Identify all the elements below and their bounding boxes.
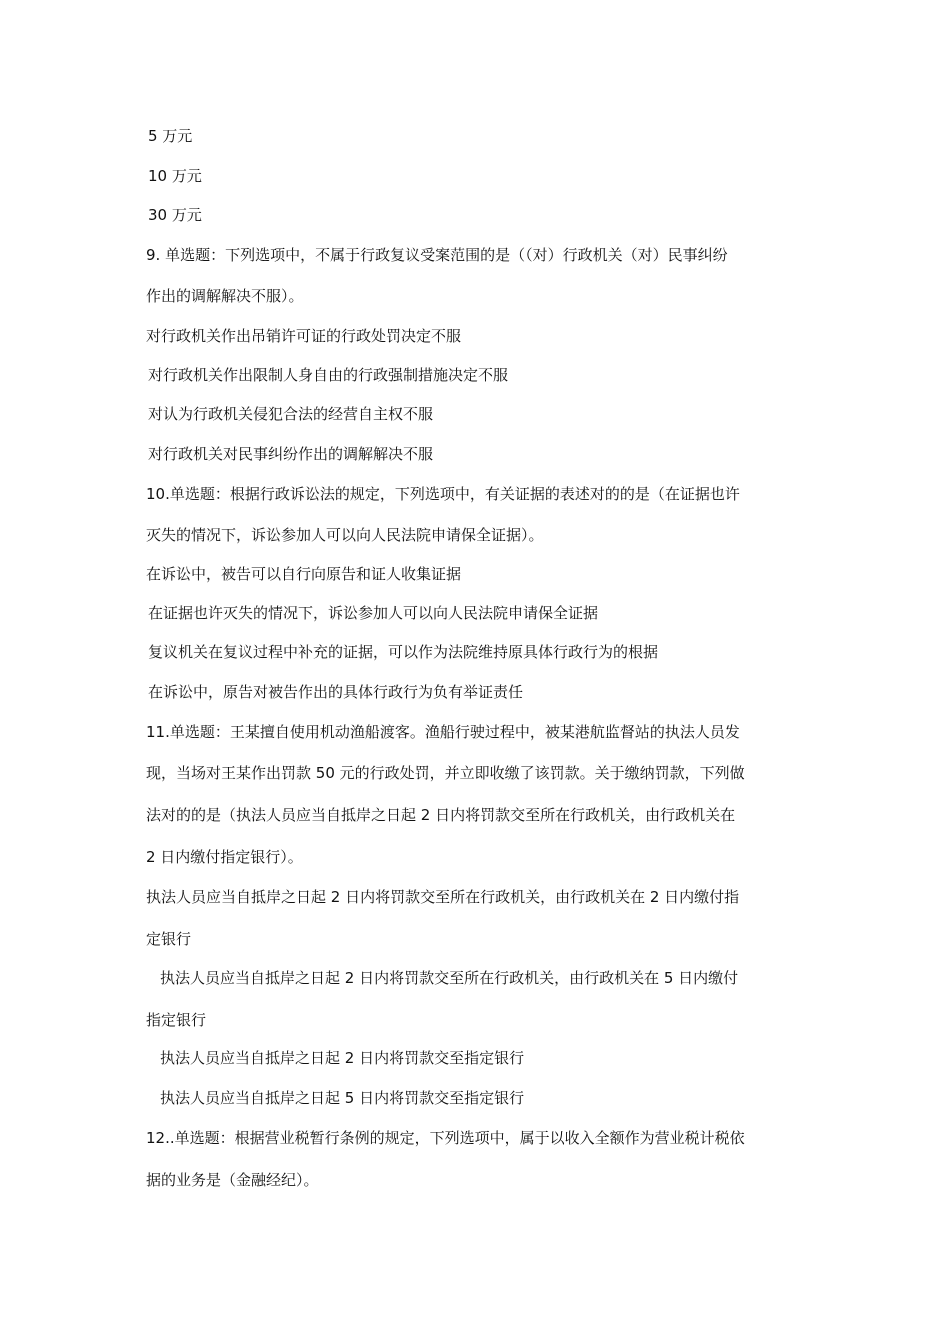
q9-option-c: 对认为行政机关侵犯合法的经营自主权不服	[148, 405, 434, 423]
q10-option-d: 在诉讼中，原告对被告作出的具体行政行为负有举证责任	[148, 683, 524, 701]
q8-option-b: 10 万元	[148, 167, 202, 185]
q12-question-line-1: 12..单选题：根据营业税暂行条例的规定，下列选项中，属于以收入全额作为营业税计税依	[146, 1129, 745, 1147]
q9-option-d: 对行政机关对民事纠纷作出的调解解决不服	[148, 445, 434, 463]
q9-option-a: 对行政机关作出吊销许可证的行政处罚决定不服	[146, 327, 462, 345]
q10-option-c: 复议机关在复议过程中补充的证据，可以作为法院维持原具体行政行为的根据	[148, 643, 659, 661]
q8-option-a: 5 万元	[148, 127, 193, 145]
q9-option-b: 对行政机关作出限制人身自由的行政强制措施决定不服	[148, 366, 509, 384]
q10-option-b: 在证据也许灭失的情况下，诉讼参加人可以向人民法院申请保全证据	[148, 604, 599, 622]
q8-option-c: 30 万元	[148, 206, 202, 224]
q11-option-c: 执法人员应当自抵岸之日起 2 日内将罚款交至指定银行	[160, 1049, 525, 1067]
q9-question-line-2: 作出的调解解决不服）。	[146, 287, 304, 305]
q11-option-b-line-1: 执法人员应当自抵岸之日起 2 日内将罚款交至所在行政机关，由行政机关在 5 日内缴付	[160, 969, 739, 987]
q12-question-line-2: 据的业务是（金融经纪）。	[146, 1171, 319, 1189]
q11-question-line-3: 法对的的是（执法人员应当自抵岸之日起 2 日内将罚款交至所在行政机关，由行政机关在	[146, 806, 736, 824]
q11-option-a-line-2: 定银行	[146, 930, 192, 948]
q11-option-d: 执法人员应当自抵岸之日起 5 日内将罚款交至指定银行	[160, 1089, 525, 1107]
q11-question-line-4: 2 日内缴付指定银行）。	[146, 848, 303, 866]
q10-question-line-2: 灭失的情况下，诉讼参加人可以向人民法院申请保全证据）。	[146, 526, 544, 544]
q11-question-line-1: 11.单选题：王某擅自使用机动渔船渡客。渔船行驶过程中，被某港航监督站的执法人员发	[146, 723, 740, 741]
q11-question-line-2: 现，当场对王某作出罚款 50 元的行政处罚，并立即收缴了该罚款。关于缴纳罚款，下列做	[146, 764, 745, 782]
q10-option-a: 在诉讼中，被告可以自行向原告和证人收集证据	[146, 565, 462, 583]
q10-question-line-1: 10.单选题：根据行政诉讼法的规定，下列选项中，有关证据的表述对的的是（在证据也许	[146, 485, 740, 503]
q9-question-line-1: 9. 单选题：下列选项中，不属于行政复议受案范围的是（（对）行政机关（对）民事纠纷	[146, 246, 728, 264]
q11-option-a-line-1: 执法人员应当自抵岸之日起 2 日内将罚款交至所在行政机关，由行政机关在 2 日内缴付指	[146, 888, 740, 906]
q11-option-b-line-2: 指定银行	[146, 1011, 207, 1029]
